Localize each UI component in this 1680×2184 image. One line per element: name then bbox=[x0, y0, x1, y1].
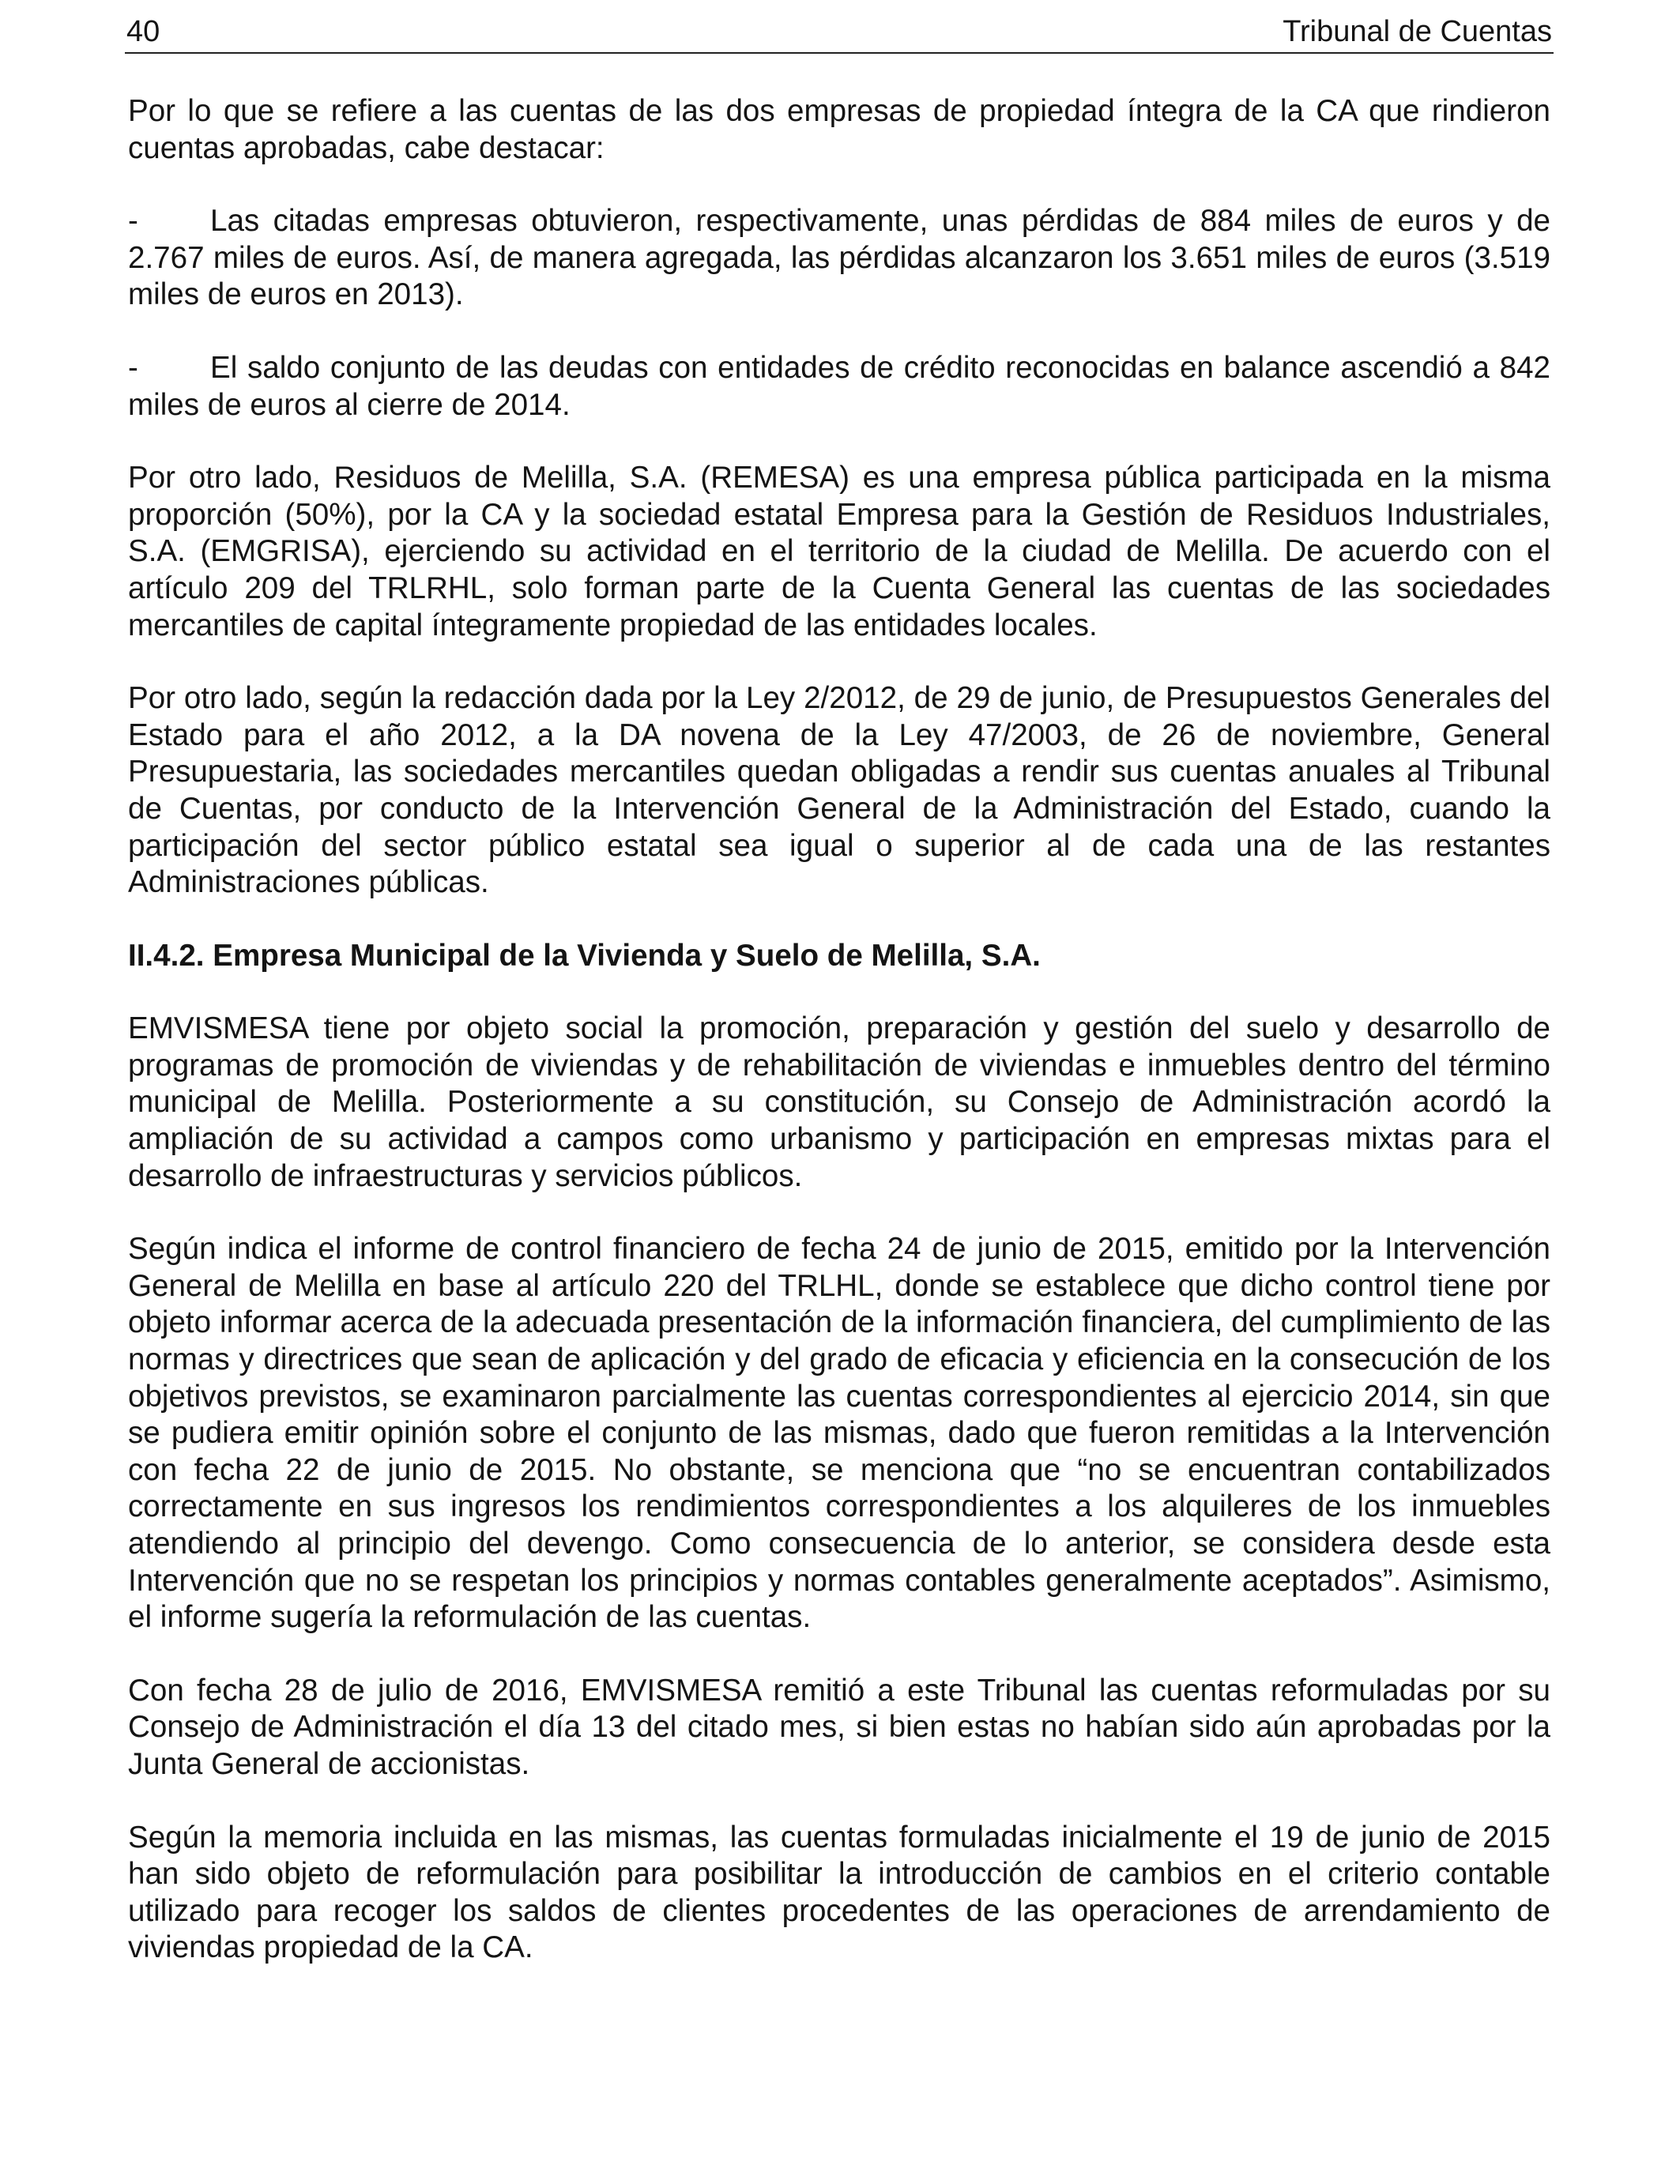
intro-paragraph: Por lo que se refiere a las cuentas de las dos empresas de propiedad íntegra de la CA que rindieron cuentas aprobadas, cabe destacar: bbox=[128, 94, 1550, 165]
header-title: Tribunal de Cuentas bbox=[1283, 15, 1552, 48]
bullet-text: El saldo conjunto de las deudas con entidades de crédito reconocidas en balance ascendió a 842 miles de euros al cierre de 2014. bbox=[128, 350, 1550, 422]
page-number: 40 bbox=[126, 15, 160, 48]
page-body bbox=[128, 93, 1550, 2003]
informe-paragraph: Según indica el informe de control financiero de fecha 24 de junio de 2015, emitido por la Intervención General de Melilla en base al artículo 220 del TRLHL, donde se establece que dicho control tiene por objeto informar acerca de la adecuada presentación de la información financiera, del cumplimiento de las normas y directrices que sean de aplicación y del grado de eficacia y eficiencia en la consecución de los objetivos previstos, se examinaron parcialmente las cuentas correspondientes al ejercicio 2014, sin que se pudiera emitir opinión sobre el conjunto de las mismas, dado que fueron remitidas a la Intervención con fecha 22 de junio de 2015. No obstante, se menciona que “no se encuentran contabilizados correctamente en sus ingresos los rendimientos correspondientes a los alquileres de los inmuebles atendiendo al principio del devengo. Como consecuencia de lo anterior, se considera desde esta Intervención que no se respetan los principios y normas contables generalmente aceptados”. Asimismo, el informe sugería la reformulación de las cuentas. bbox=[128, 1232, 1550, 1635]
emvismesa-paragraph: EMVISMESA tiene por objeto social la promoción, preparación y gestión del suelo y desarrollo de programas de promoción de viviendas y de rehabilitación de viviendas e inmuebles dentro del término municipal de Melilla. Posteriormente a su constitución, su Consejo de Administración acordó la ampliación de su actividad a campos como urbanismo y participación en empresas mixtas para el desarrollo de infraestructuras y servicios públicos. bbox=[128, 1011, 1550, 1193]
bullet-text: Las citadas empresas obtuvieron, respectivamente, unas pérdidas de 884 miles de euros y de 2.767 miles de euros. Así, de manera agregada, las pérdidas alcanzaron los 3.651 miles de euros (3.519 miles de euros en 2013). bbox=[128, 204, 1550, 312]
bullet-item bbox=[128, 350, 1550, 424]
bullet-item bbox=[128, 203, 1550, 314]
bullet-dash: - bbox=[128, 204, 138, 239]
ley-paragraph: Por otro lado, según la redacción dada por la Ley 2/2012, de 29 de junio, de Presupuestos Generales del Estado para el año 2012, a la DA novena de la Ley 47/2003, de 26 de noviembre, General Presupuestaria, las sociedades mercantiles quedan obligadas a rendir sus cuentas anuales al Tribunal de Cuentas, por conducto de la Intervención General de la Administración del Estado, cuando la participación del sector público estatal sea igual o superior al de cada una de las restantes Administraciones públicas. bbox=[128, 681, 1550, 900]
remesa-paragraph: Por otro lado, Residuos de Melilla, S.A. (REMESA) es una empresa pública participada en la misma proporción (50%), por la CA y la sociedad estatal Empresa para la Gestión de Residuos Industriales, S.A. (EMGRISA), ejerciendo su actividad en el territorio de la ciudad de Melilla. De acuerdo con el artículo 209 del TRLRHL, solo forman parte de la Cuenta General las cuentas de las sociedades mercantiles de capital íntegramente propiedad de las entidades locales. bbox=[128, 461, 1550, 642]
memoria-paragraph: Según la memoria incluida en las mismas, las cuentas formuladas inicialmente el 19 de junio de 2015 han sido objeto de reformulación para posibilitar la introducción de cambios en el criterio contable utilizado para recoger los saldos de clientes procedentes de las operaciones de arrendamiento de viviendas propiedad de la CA. bbox=[128, 1820, 1550, 1965]
bullet-dash: - bbox=[128, 350, 138, 385]
page-header bbox=[125, 11, 1554, 54]
reformuladas-paragraph: Con fecha 28 de julio de 2016, EMVISMESA remitió a este Tribunal las cuentas reformuladas por su Consejo de Administración el día 13 del citado mes, si bien estas no habían sido aún aprobadas por la Junta General de accionistas. bbox=[128, 1673, 1550, 1781]
section-heading: II.4.2. Empresa Municipal de la Vivienda y Suelo de Melilla, S.A. bbox=[128, 938, 1041, 973]
